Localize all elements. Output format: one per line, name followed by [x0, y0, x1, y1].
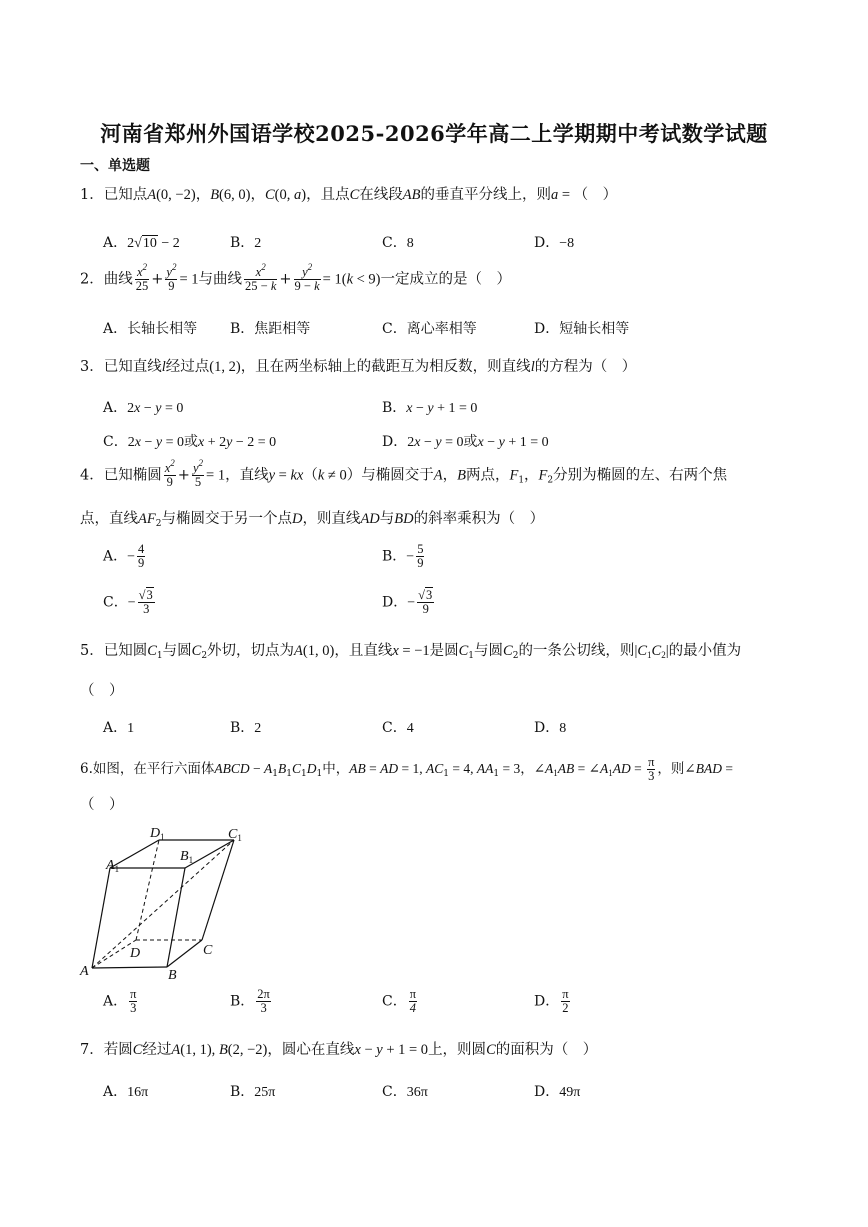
- q6-option-c: C． $\frac{\pi}{4}$: [382, 987, 417, 1016]
- question-3: 3．已知直线l经过点(1, 2)，且在两坐标轴上的截距互为相反数，则直线l的方程为（ ）: [80, 359, 637, 375]
- q3-option-b: B．x − y + 1 = 0: [382, 400, 478, 416]
- q1-option-d: D．−8: [534, 235, 575, 251]
- q5-option-d: D．8: [534, 720, 567, 736]
- question-6-paren: （ ）: [80, 797, 124, 813]
- question-4-line-1: 4．已知椭圆 $\frac{x^2}{9}$ + $\frac{y^2}{5}$ = 1，直线y = kx（k ≠ 0）与椭圆交于A，B两点，$F_1$，$F_2$分别为椭圆的左、右两个焦: [80, 458, 728, 490]
- label-a: A: [80, 964, 89, 979]
- q7-option-d: D．49π: [534, 1084, 581, 1100]
- q1-option-c: C．8: [382, 235, 414, 251]
- parallelepiped-figure: [78, 818, 253, 980]
- label-c1: $C_1$: [228, 827, 242, 843]
- q6-option-d: D． $\frac{\pi}{2}$: [534, 987, 569, 1016]
- q3-option-c: C．2x − y = 0或x + 2y − 2 = 0: [103, 434, 277, 450]
- q7-option-b: B．25π: [230, 1084, 276, 1100]
- label-b1: $B_1$: [180, 849, 194, 865]
- edge-b-c: [167, 940, 202, 967]
- section-heading: 一、单选题: [80, 158, 150, 174]
- label-c: C: [203, 943, 213, 958]
- question-4-line-2: 点，直线$AF_2$与椭圆交于另一个点D，则直线AD与BD的斜率乘积为（ ）: [80, 511, 545, 529]
- question-1: 1．已知点A(0, −2)，B(6, 0)，C(0, a)，且点C在线段AB的垂直平分线上，则a = （ ）: [80, 187, 618, 203]
- q5-option-a: A．1: [103, 720, 135, 736]
- question-5-paren: （ ）: [80, 683, 124, 699]
- q1-option-b: B．2: [230, 235, 262, 251]
- q2-option-a: A．长轴长相等: [103, 321, 198, 337]
- q6-option-a: A． $\frac{\pi}{3}$: [103, 987, 137, 1016]
- q2-option-d: D．短轴长相等: [534, 321, 630, 337]
- edge-a-a1: [92, 868, 110, 968]
- page-title: 河南省郑州外国语学校2025-2026学年高二上学期期中考试数学试题: [100, 121, 768, 146]
- q1-option-a: A．2√10 − 2: [103, 235, 180, 251]
- question-5: 5．已知圆$C_1$与圆$C_2$外切，切点为A(1, 0)，且直线x = −1是圆$C_1$与圆$C_2$的一条公切线，则$|C_1C_2|$的最小值为: [80, 643, 742, 661]
- q4-option-a: A．− $\frac{4}{9}$: [103, 542, 145, 571]
- label-a1: $A_1$: [106, 858, 120, 874]
- question-2: 2．曲线 $\frac{x^2}{25}$ + $\frac{y^2}{9}$ = 1与曲线 $\frac{x^2}{25 - k}$ + $\frac{y^2}{9 - k}$ = 1(k < 9)一定成立的是（ ）: [80, 262, 512, 294]
- q7-option-a: A．16π: [103, 1084, 149, 1100]
- question-6: 6.如图，在平行六面体ABCD − $A_1B_1C_1D_1$中，AB = AD = 1, $AC_1 = 4$, $AA_1 = 3$，$\angle A_1AB$ = $\angle A_1AD$ = $\frac{\pi}{3}$ ，则∠BAD =: [80, 755, 733, 784]
- edge-b1-b: [167, 868, 185, 967]
- q3-option-d: D．2x − y = 0或x − y + 1 = 0: [382, 434, 549, 450]
- q7-option-c: C．36π: [382, 1084, 428, 1100]
- q2-option-b: B．焦距相等: [230, 321, 311, 337]
- q5-option-b: B．2: [230, 720, 262, 736]
- label-b: B: [168, 968, 177, 980]
- q4-option-d: D．− $\frac{√3}{9}$: [382, 588, 433, 617]
- q4-option-b: B．− $\frac{5}{9}$: [382, 542, 424, 571]
- q2-option-c: C．离心率相等: [382, 321, 477, 337]
- label-d: D: [130, 946, 141, 961]
- q5-option-c: C．4: [382, 720, 414, 736]
- q6-option-b: B． $\frac{2\pi}{3}$: [230, 987, 270, 1016]
- q4-option-c: C．− $\frac{√3}{3}$: [103, 588, 153, 617]
- label-d1: $D_1$: [150, 826, 165, 842]
- edge-a-b: [92, 967, 167, 968]
- q3-option-a: A．2x − y = 0: [103, 400, 184, 416]
- question-7: 7．若圆C经过A(1, 1), B(2, −2)，圆心在直线x − y + 1 = 0上，则圆C的面积为（ ）: [80, 1042, 598, 1058]
